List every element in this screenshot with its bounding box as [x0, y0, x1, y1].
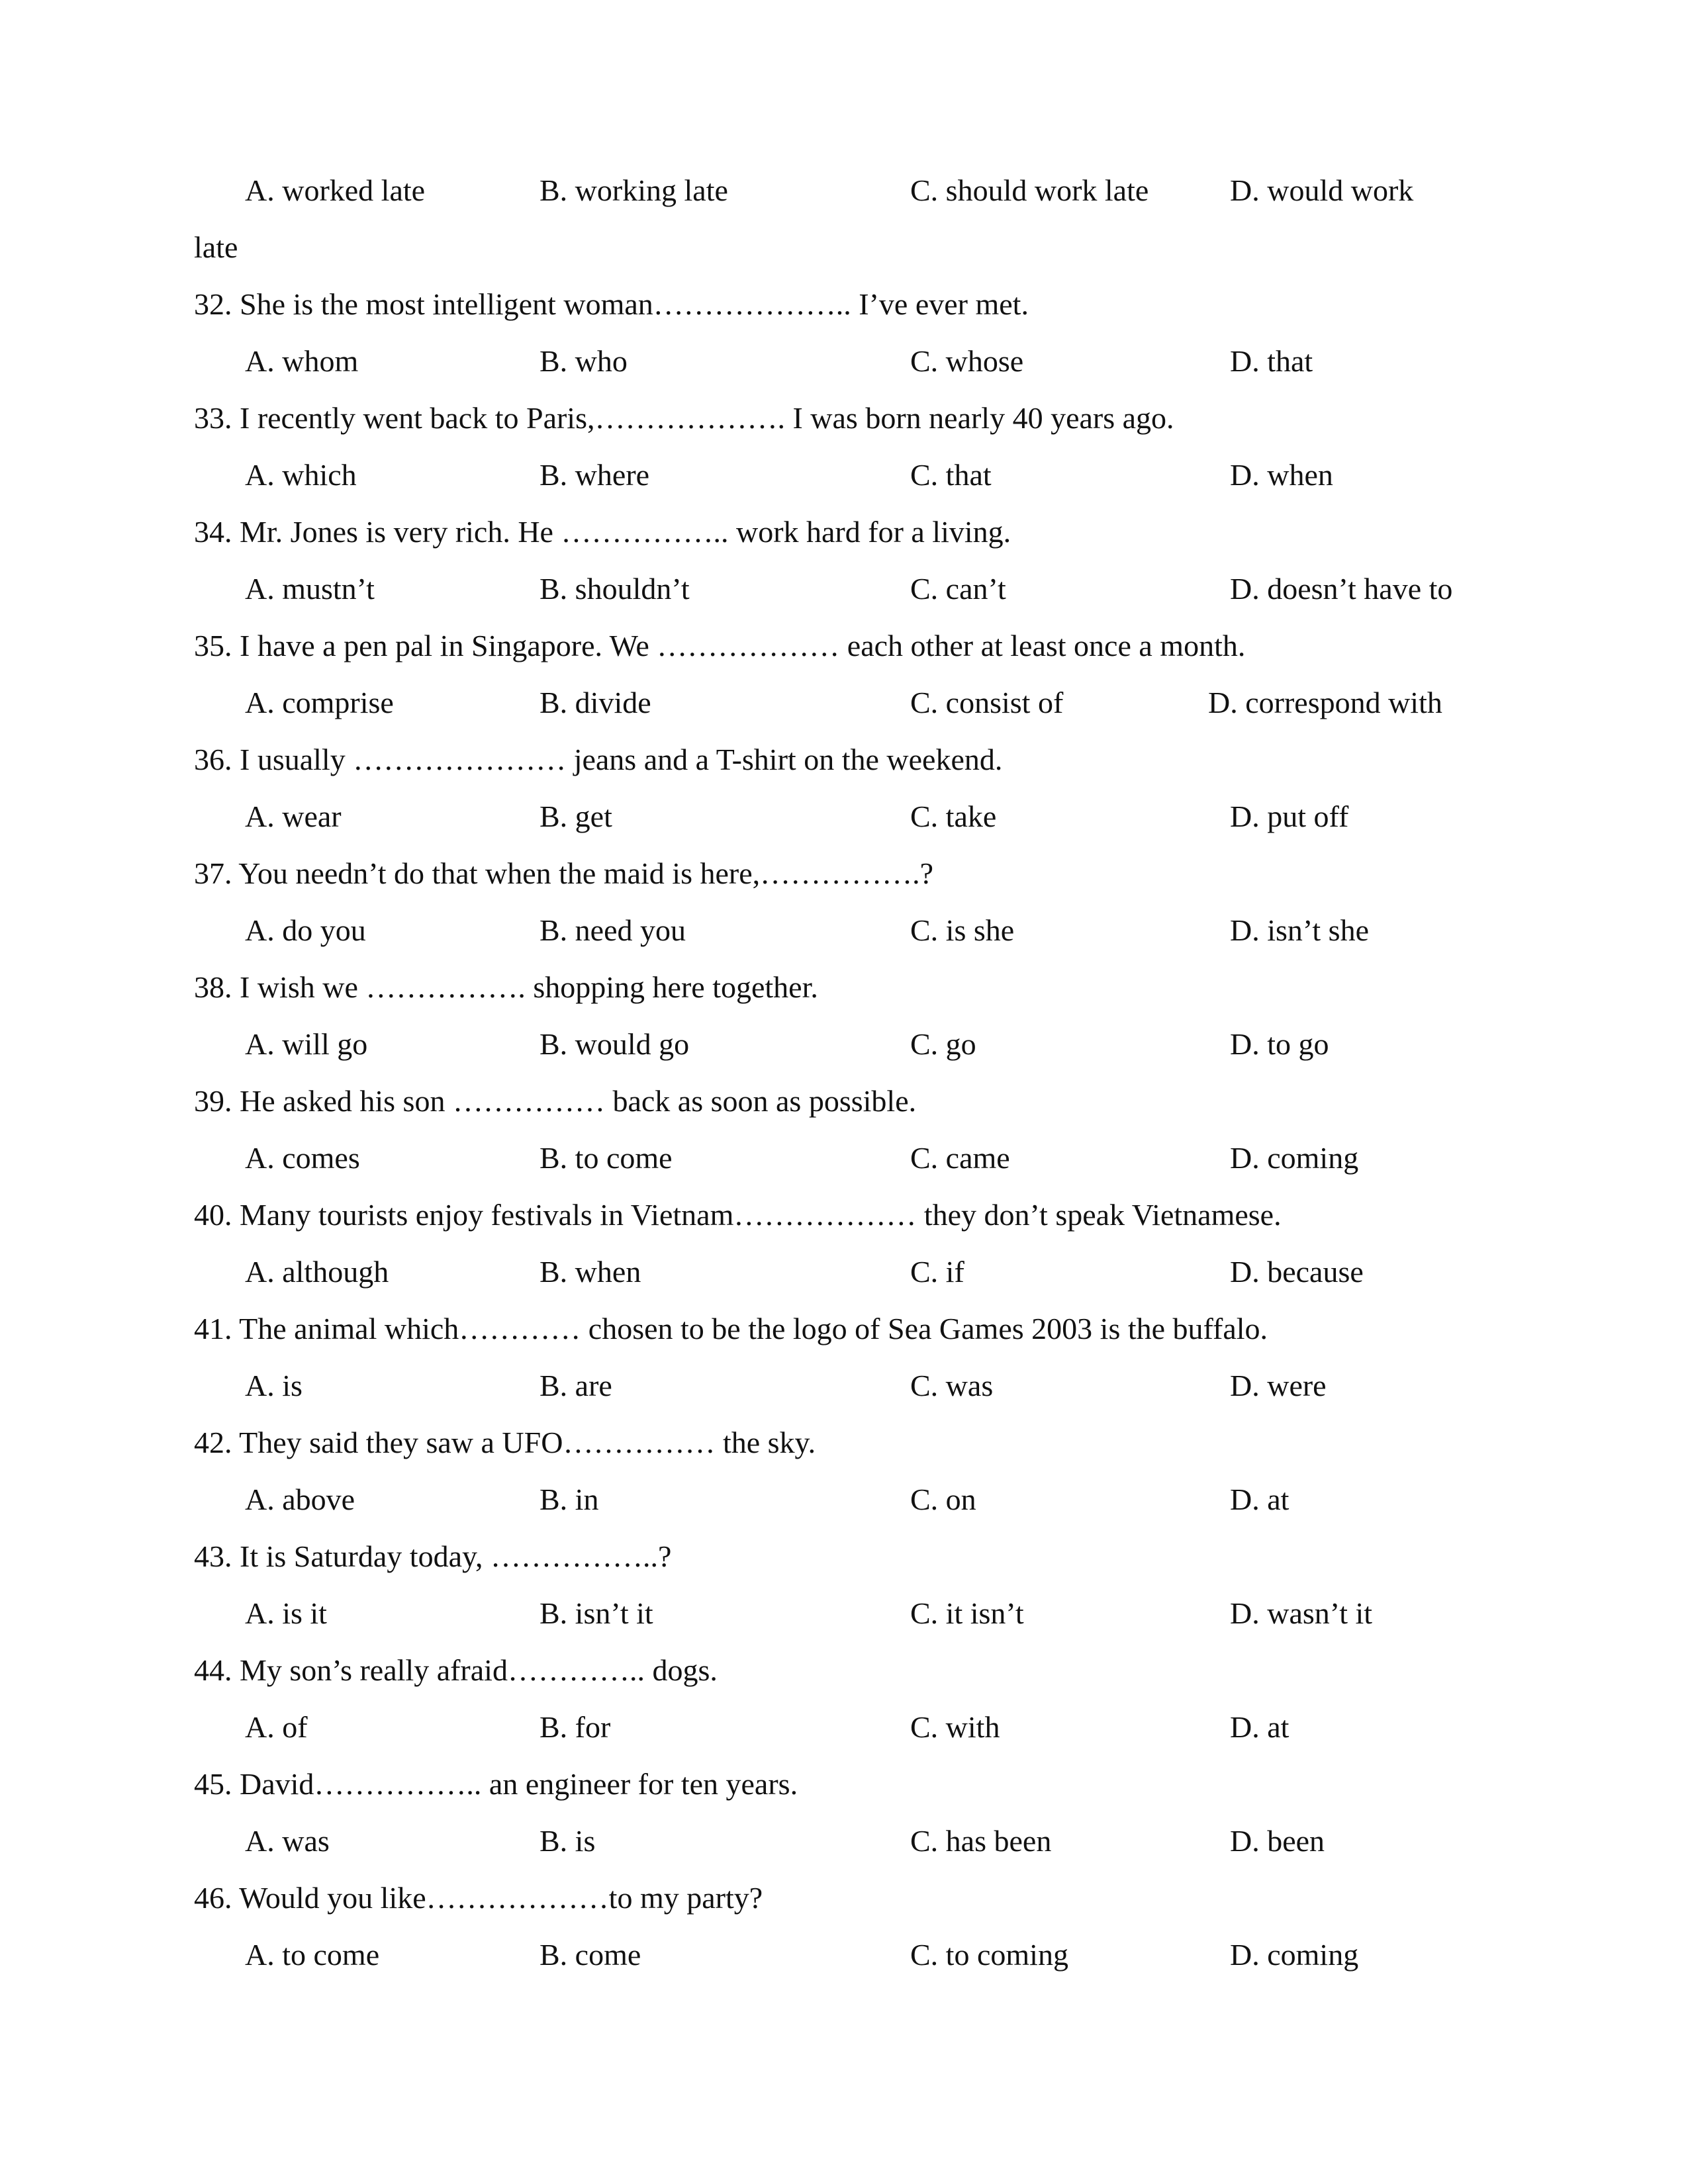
question-34-options	[0, 561, 1688, 617]
option-b: B. would go	[539, 1027, 690, 1061]
option-a: A. will go	[245, 1027, 368, 1061]
option-c: C. take	[910, 799, 997, 833]
question-41-options	[0, 1357, 1688, 1414]
option-d: D. at	[1230, 1710, 1289, 1744]
question-37	[0, 845, 1688, 902]
question-38	[0, 959, 1688, 1016]
question-text: 38. I wish we ……………. shopping here together.	[194, 970, 818, 1004]
question-text: 34. Mr. Jones is very rich. He …………….. work hard for a living.	[194, 515, 1011, 549]
question-36	[0, 731, 1688, 788]
option-a: A. which	[245, 458, 357, 492]
option-d: D. coming	[1230, 1141, 1359, 1175]
question-35-options	[0, 674, 1688, 731]
option-d: D. doesn’t have to	[1230, 572, 1453, 606]
option-a: A. although	[245, 1255, 389, 1289]
q31-option-a: A. worked late	[245, 173, 426, 207]
option-d: D. at	[1230, 1482, 1289, 1516]
question-text: 32. She is the most intelligent woman……………….. I’ve ever met.	[194, 287, 1029, 321]
question-text: 44. My son’s really afraid………….. dogs.	[194, 1653, 718, 1687]
question-39-options	[0, 1130, 1688, 1187]
option-b: B. is	[539, 1824, 596, 1858]
question-text: 33. I recently went back to Paris,………………. I was born nearly 40 years ago.	[194, 401, 1174, 435]
question-text: 39. He asked his son …………… back as soon as possible.	[194, 1084, 917, 1118]
option-b: B. are	[539, 1369, 612, 1402]
question-33	[0, 390, 1688, 447]
option-b: B. divide	[539, 686, 651, 719]
q31-option-d: D. would work	[1230, 173, 1414, 207]
question-text: 42. They said they saw a UFO…………… the sky.	[194, 1426, 816, 1459]
option-c: C. can’t	[910, 572, 1006, 606]
option-b: B. who	[539, 344, 628, 378]
question-text: 45. David…………….. an engineer for ten years.	[194, 1767, 798, 1801]
option-c: C. it isn’t	[910, 1596, 1024, 1630]
option-d: D. to go	[1230, 1027, 1329, 1061]
question-44	[0, 1642, 1688, 1699]
question-43-options	[0, 1585, 1688, 1642]
option-b: B. isn’t it	[539, 1596, 653, 1630]
option-a: A. was	[245, 1824, 330, 1858]
question-42-options	[0, 1471, 1688, 1528]
question-44-options	[0, 1699, 1688, 1756]
question-36-options	[0, 788, 1688, 845]
option-c: C. was	[910, 1369, 994, 1402]
option-d: D. isn’t she	[1230, 913, 1369, 947]
question-34	[0, 504, 1688, 561]
option-a: A. whom	[245, 344, 359, 378]
option-d: D. that	[1230, 344, 1313, 378]
option-d: D. when	[1230, 458, 1333, 492]
option-d: D. were	[1230, 1369, 1327, 1402]
q31-continuation-row	[0, 219, 1688, 276]
option-c: C. consist of	[910, 686, 1064, 719]
question-45	[0, 1756, 1688, 1813]
option-a: A. is it	[245, 1596, 327, 1630]
question-text: 35. I have a pen pal in Singapore. We ……………… each other at least once a month.	[194, 629, 1246, 662]
option-b: B. for	[539, 1710, 611, 1744]
option-c: C. on	[910, 1482, 976, 1516]
q31-option-d-continuation: late	[194, 230, 238, 264]
option-c: C. to coming	[910, 1938, 1068, 1972]
question-46-options	[0, 1927, 1688, 1983]
option-c: C. that	[910, 458, 992, 492]
question-40-options	[0, 1244, 1688, 1300]
question-text: 37. You needn’t do that when the maid is here,…………….?	[194, 856, 934, 890]
option-d: D. correspond with	[1208, 686, 1442, 719]
question-45-options	[0, 1813, 1688, 1870]
question-text: 36. I usually ………………… jeans and a T-shirt on the weekend.	[194, 743, 1003, 776]
q31-option-c: C. should work late	[910, 173, 1149, 207]
question-text: 46. Would you like………………to my party?	[194, 1881, 763, 1915]
question-text: 40. Many tourists enjoy festivals in Vietnam……………… they don’t speak Vietnamese.	[194, 1198, 1282, 1232]
option-a: A. is	[245, 1369, 303, 1402]
question-text: 43. It is Saturday today, ……………..?	[194, 1539, 672, 1573]
option-b: B. in	[539, 1482, 599, 1516]
option-a: A. to come	[245, 1938, 380, 1972]
question-42	[0, 1414, 1688, 1471]
question-33-options	[0, 447, 1688, 504]
option-a: A. wear	[245, 799, 342, 833]
question-32-options	[0, 333, 1688, 390]
question-43	[0, 1528, 1688, 1585]
question-37-options	[0, 902, 1688, 959]
option-c: C. with	[910, 1710, 1000, 1744]
option-d: D. coming	[1230, 1938, 1359, 1972]
option-b: B. where	[539, 458, 650, 492]
option-c: C. go	[910, 1027, 976, 1061]
option-a: A. of	[245, 1710, 308, 1744]
option-a: A. above	[245, 1482, 355, 1516]
option-b: B. when	[539, 1255, 641, 1289]
question-32	[0, 276, 1688, 333]
option-c: C. if	[910, 1255, 964, 1289]
option-b: B. shouldn’t	[539, 572, 690, 606]
q31-options-row	[0, 162, 1688, 219]
option-d: D. wasn’t it	[1230, 1596, 1373, 1630]
question-39	[0, 1073, 1688, 1130]
option-c: C. came	[910, 1141, 1010, 1175]
option-b: B. come	[539, 1938, 641, 1972]
q31-option-b: B. working late	[539, 173, 728, 207]
option-d: D. because	[1230, 1255, 1364, 1289]
option-b: B. need you	[539, 913, 686, 947]
option-c: C. is she	[910, 913, 1015, 947]
option-d: D. put off	[1230, 799, 1349, 833]
option-d: D. been	[1230, 1824, 1325, 1858]
option-b: B. get	[539, 799, 612, 833]
question-35	[0, 617, 1688, 674]
option-a: A. do you	[245, 913, 366, 947]
option-a: A. comes	[245, 1141, 360, 1175]
question-38-options	[0, 1016, 1688, 1073]
option-a: A. comprise	[245, 686, 394, 719]
question-40	[0, 1187, 1688, 1244]
question-41	[0, 1300, 1688, 1357]
option-a: A. mustn’t	[245, 572, 375, 606]
question-46	[0, 1870, 1688, 1927]
option-c: C. whose	[910, 344, 1024, 378]
option-c: C. has been	[910, 1824, 1052, 1858]
question-text: 41. The animal which………… chosen to be the logo of Sea Games 2003 is the buffalo.	[194, 1312, 1268, 1345]
option-b: B. to come	[539, 1141, 673, 1175]
